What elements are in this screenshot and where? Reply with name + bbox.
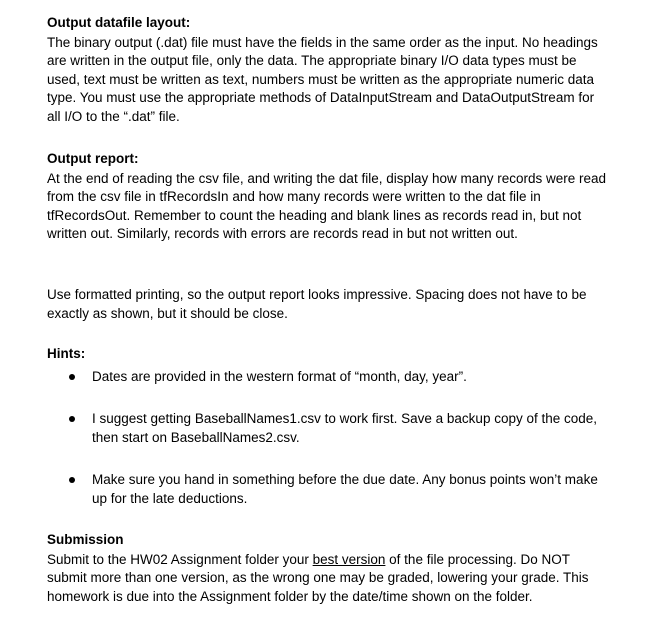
hints-heading: Hints:: [47, 346, 86, 361]
best-version-underlined-text: best version: [312, 551, 386, 567]
output-report-heading: Output report:: [47, 151, 139, 166]
hints-list: [64, 368, 604, 387]
submission-body-end: of the file processing. Do NOT submit more than one version, as the wrong one may be graded, lowering your grade. This homework is due into the Assignment folder by the date/time shown on the folder.: [47, 551, 589, 604]
output-datafile-body: The binary output (.dat) file must have the fields in the same order as the input. No headings are written in the output file, only the data. The appropriate binary I/O data types must be used, text must be written as text, numbers must be written as the appropriate numeric data type. You must use the appropriate methods of DataInputStream and DataOutputStream for all I/O to the “.dat” file.: [47, 34, 598, 124]
submission-body-start: Submit to the HW02 Assignment folder your: [47, 551, 313, 567]
output-datafile-heading: Output datafile layout:: [47, 15, 191, 30]
hints-list: [64, 410, 604, 447]
hint-item: Make sure you hand in something before the due date. Any bonus points won’t make up for the late deductions.: [64, 471, 604, 508]
submission-body: [47, 551, 607, 607]
formatting-note: Use formatted printing, so the output report looks impressive. Spacing does not have to be exactly as shown, but it should be close.: [47, 287, 587, 321]
output-report-body: At the end of reading the csv file, and writing the dat file, display how many records were read from the csv file in tfRecordsIn and how many records were written to the dat file in tfRecordsOut. Remember to count the heading and blank lines as records read in, but not written out. Similarly, records with errors are records read in but not written out.: [47, 170, 607, 241]
hint-item: I suggest getting BaseballNames1.csv to work first. Save a backup copy of the code, then start on BaseballNames2.csv.: [64, 410, 604, 447]
hints-section: [47, 345, 607, 365]
hints-list: [64, 471, 604, 508]
submission-heading: Submission: [47, 532, 124, 547]
hint-item: Dates are provided in the western format of “month, day, year”.: [64, 368, 604, 387]
output-report-section: [47, 150, 607, 244]
output-datafile-section: [47, 14, 607, 126]
submission-section: [47, 531, 607, 606]
formatting-note-section: [47, 286, 607, 323]
